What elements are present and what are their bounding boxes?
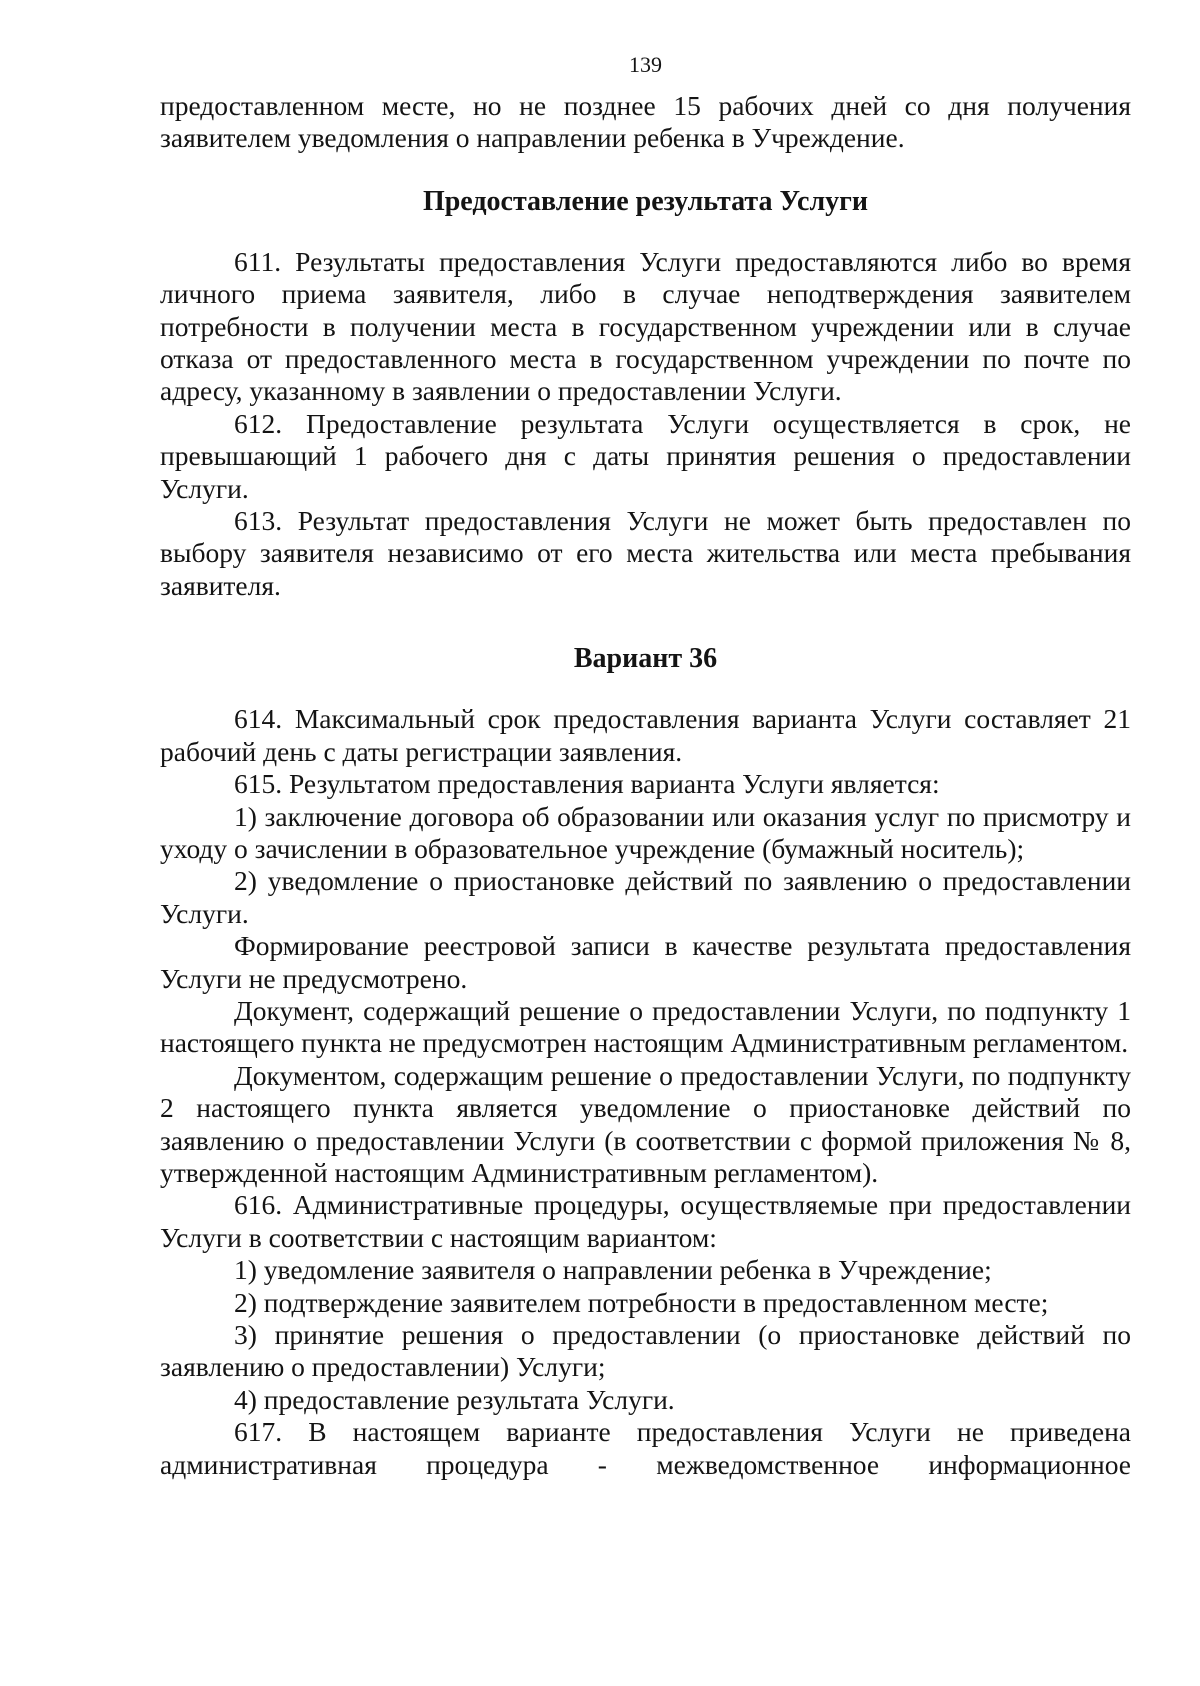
paragraph-612: 612. Предоставление результата Услуги осуществляется в срок, не превышающий 1 рабочего дня с даты принятия решения о предоставлении Услуги. (160, 407, 1131, 504)
paragraph-616-item-1: 1) уведомление заявителя о направлении ребенка в Учреждение; (234, 1254, 992, 1286)
section-heading-result: Предоставление результата Услуги (422, 185, 869, 217)
paragraph-continuation: предоставленном месте, но не позднее 15 рабочих дней со дня получения заявителем уведомления о направлении ребенка в Учреждение. (160, 90, 1131, 154)
paragraph-616-item-3: 3) принятие решения о предоставлении (о приостановке действий по заявлению о предоставлении) Услуги; (160, 1319, 1131, 1383)
paragraph-616: 616. Административные процедуры, осуществляемые при предоставлении Услуги в соответствии с настоящим вариантом: (160, 1189, 1131, 1253)
paragraph-615-item-1: 1) заключение договора об образовании или оказания услуг по присмотру и уходу о зачислении в образовательное учреждение (бумажный носитель); (160, 800, 1131, 864)
paragraph-615-item-2: 2) уведомление о приостановке действий по заявлению о предоставлении Услуги. (160, 865, 1131, 929)
paragraph-614: 614. Максимальный срок предоставления варианта Услуги составляет 21 рабочий день с даты регистрации заявления. (160, 703, 1131, 767)
paragraph-registry-record: Формирование реестровой записи в качестве результата предоставления Услуги не предусмотрено. (160, 930, 1131, 994)
paragraph-616-item-4: 4) предоставление результата Услуги. (234, 1383, 675, 1415)
paragraph-617: 617. В настоящем варианте предоставления Услуги не приведена административная процедура - межведомственное информационное (160, 1416, 1131, 1480)
paragraph-document-subpoint-1: Документ, содержащий решение о предоставлении Услуги, по подпункту 1 настоящего пункта не предусмотрен настоящим Административным регламентом. (160, 994, 1131, 1059)
document-page (160, 48, 1131, 1481)
paragraph-613: 613. Результат предоставления Услуги не может быть предоставлен по выбору заявителя независимо от его места жительства или места пребывания заявителя. (160, 505, 1131, 601)
section-heading-variant-36: Вариант 36 (573, 643, 718, 675)
paragraph-611: 611. Результаты предоставления Услуги предоставляются либо во время личного приема заявителя, либо в случае неподтверждения заявителем потребности в получении места в государственном учреждении или в случае отказа от предоставленного места в государственном учреждении по почте по адресу, указанному в заявлении о предоставлении Услуги. (160, 245, 1131, 407)
paragraph-616-item-2: 2) подтверждение заявителем потребности в предоставленном месте; (234, 1286, 1049, 1318)
page-number: 139 (629, 52, 662, 77)
paragraph-615: 615. Результатом предоставления варианта Услуги является: (234, 768, 940, 800)
paragraph-document-subpoint-2: Документом, содержащим решение о предоставлении Услуги, по подпункту 2 настоящего пункта является уведомление о приостановке действий по заявлению о предоставлении Услуги (в соответствии с формой приложения № 8, утвержденной настоящим Административным регламентом). (160, 1059, 1131, 1188)
